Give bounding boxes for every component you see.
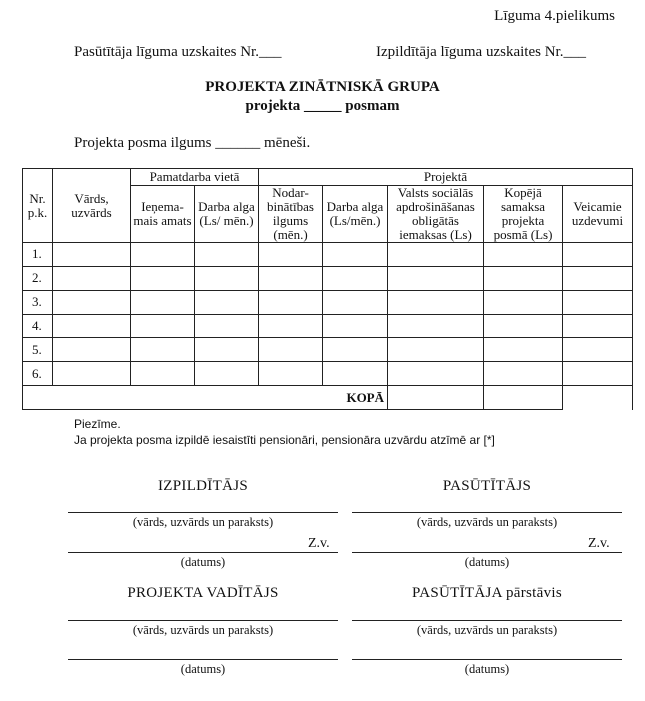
row-number: 1. bbox=[23, 243, 53, 267]
total-label: KOPĀ bbox=[23, 386, 388, 410]
column-header-total-cost: Kopējā samaksa projekta posmā (Ls) bbox=[484, 186, 563, 243]
column-header-salary-main: Darba alga (Ls/ mēn.) bbox=[195, 186, 259, 243]
note-label: Piezīme. bbox=[74, 417, 121, 431]
client-representative-heading: PASŪTĪTĀJA pārstāvis bbox=[411, 585, 563, 601]
table-row bbox=[23, 290, 633, 314]
row-number: 4. bbox=[23, 314, 53, 338]
client-seal-mark: Z.v. bbox=[588, 536, 610, 551]
stage-duration: Projekta posma ilgums ______ mēneši. bbox=[74, 135, 311, 151]
project-leader-heading: PROJEKTA VADĪTĀJS bbox=[127, 585, 279, 601]
table-row bbox=[23, 314, 633, 338]
client-representative-signature-line[interactable] bbox=[352, 620, 622, 621]
client-date-line[interactable] bbox=[352, 552, 622, 553]
column-header-employment-duration: Nodar- binātības ilgums (mēn.) bbox=[259, 186, 323, 243]
client-representative-date-caption: (datums) bbox=[464, 662, 510, 676]
table-row bbox=[23, 338, 633, 362]
client-representative-date-line[interactable] bbox=[352, 659, 622, 660]
note-text: Ja projekta posma izpildē iesaistīti pensionāri, pensionāra uzvārdu atzīmē ar [*] bbox=[74, 433, 495, 447]
table-row bbox=[23, 362, 633, 386]
executor-registration-number: Izpildītāja līguma uzskaites Nr.___ bbox=[376, 44, 586, 60]
project-leader-name-sign-caption: (vārds, uzvārds un paraksts) bbox=[132, 623, 274, 637]
research-group-table bbox=[22, 168, 633, 410]
executor-date-line[interactable] bbox=[68, 552, 338, 553]
row-number: 2. bbox=[23, 266, 53, 290]
project-leader-date-line[interactable] bbox=[68, 659, 338, 660]
row-number: 6. bbox=[23, 362, 53, 386]
client-heading: PASŪTĪTĀJS bbox=[442, 478, 532, 494]
client-representative-name-sign-caption: (vārds, uzvārds un paraksts) bbox=[416, 623, 558, 637]
client-registration-number: Pasūtītāja līguma uzskaites Nr.___ bbox=[74, 44, 282, 60]
column-header-salary-project: Darba alga (Ls/mēn.) bbox=[323, 186, 388, 243]
executor-seal-mark: Z.v. bbox=[308, 536, 330, 551]
document-title bbox=[0, 78, 645, 116]
client-name-sign-caption: (vārds, uzvārds un paraksts) bbox=[416, 515, 558, 529]
column-header-social-contributions: Valsts sociālās apdrošināšanas obligātās iemaksas (Ls) bbox=[388, 186, 484, 243]
client-signature-line[interactable] bbox=[352, 512, 622, 513]
appendix-label: Līguma 4.pielikums bbox=[494, 8, 615, 24]
title-line-2: projekta _____ posmam bbox=[245, 98, 400, 114]
column-header-tasks: Veicamie uzdevumi bbox=[563, 186, 633, 243]
group-header-main-workplace: Pamatdarba vietā bbox=[131, 169, 259, 186]
table-row bbox=[23, 243, 633, 267]
executor-name-sign-caption: (vārds, uzvārds un paraksts) bbox=[132, 515, 274, 529]
group-header-project: Projektā bbox=[259, 169, 633, 186]
row-number: 5. bbox=[23, 338, 53, 362]
executor-date-caption: (datums) bbox=[180, 555, 226, 569]
column-header-name: Vārds, uzvārds bbox=[53, 169, 131, 243]
column-header-nr: Nr. p.k. bbox=[23, 169, 53, 243]
client-date-caption: (datums) bbox=[464, 555, 510, 569]
project-leader-date-caption: (datums) bbox=[180, 662, 226, 676]
executor-heading: IZPILDĪTĀJS bbox=[158, 478, 248, 494]
project-leader-signature-line[interactable] bbox=[68, 620, 338, 621]
row-number: 3. bbox=[23, 290, 53, 314]
title-line-1: PROJEKTA ZINĀTNISKĀ GRUPA bbox=[205, 79, 440, 95]
total-row bbox=[23, 386, 633, 410]
table-row bbox=[23, 266, 633, 290]
executor-signature-line[interactable] bbox=[68, 512, 338, 513]
column-header-position: Ieņema- mais amats bbox=[131, 186, 195, 243]
